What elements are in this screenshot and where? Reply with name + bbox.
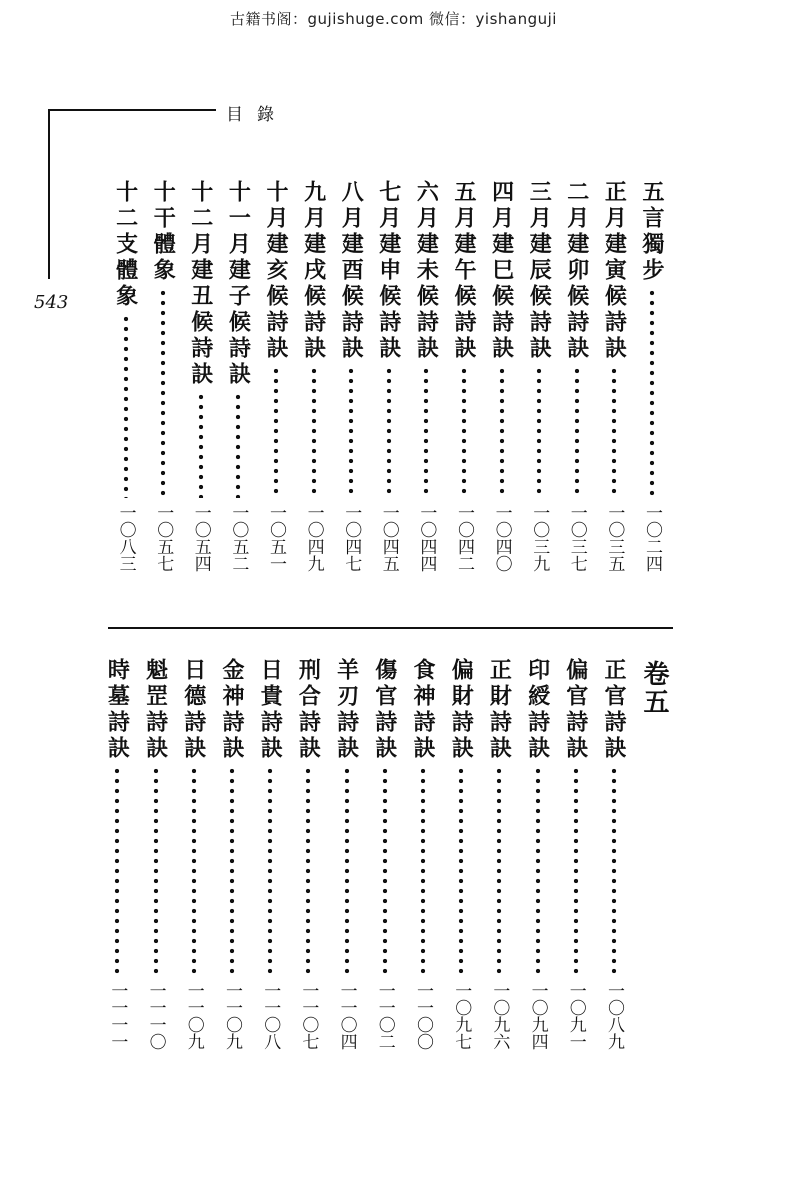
toc-entry-page: 一一一一 xyxy=(107,982,128,1050)
toc-entry xyxy=(185,180,217,572)
toc-entry-leader-dots xyxy=(536,366,542,498)
header-title: 目錄 xyxy=(226,105,288,125)
toc-entry-title: 刑合詩訣 xyxy=(295,658,322,762)
section-divider xyxy=(108,627,673,629)
toc-entry xyxy=(140,658,172,1050)
toc-entry xyxy=(369,658,401,1050)
toc-entry xyxy=(335,180,367,572)
toc-entry-page: 一〇九六 xyxy=(489,982,510,1050)
toc-entry-leader-dots xyxy=(458,766,464,976)
toc-entry-leader-dots xyxy=(574,366,580,498)
toc-entry-title: 十干體象 xyxy=(150,180,177,284)
toc-entry-title: 印綬詩訣 xyxy=(524,658,551,762)
toc-entry-title: 十月建亥候詩訣 xyxy=(263,180,289,362)
toc-entry xyxy=(110,180,142,572)
toc-entry-title: 二月建卯候詩訣 xyxy=(563,180,590,362)
toc-entry-page: 一〇九四 xyxy=(527,982,548,1050)
toc-entry-leader-dots xyxy=(344,766,350,976)
toc-entry-page: 一〇四九 xyxy=(303,504,324,572)
toc-entry-page: 一〇四二 xyxy=(454,504,474,572)
toc-entry-page: 一〇四七 xyxy=(341,504,362,572)
toc-entry xyxy=(222,180,254,572)
toc-entry xyxy=(598,180,630,572)
toc-entry-page: 一〇四五 xyxy=(378,504,399,572)
toc-entry-page: 一〇三九 xyxy=(529,504,550,572)
toc-entry-leader-dots xyxy=(649,288,655,498)
toc-entry-leader-dots xyxy=(273,366,279,498)
toc-entry-title: 羊刃詩訣 xyxy=(333,658,360,762)
toc-entry-page: 一一〇二 xyxy=(374,982,395,1050)
toc-entry-leader-dots xyxy=(348,366,354,498)
toc-entry-leader-dots xyxy=(311,366,317,498)
toc-entry-page: 一〇五二 xyxy=(228,504,249,572)
toc-entry xyxy=(522,658,554,1050)
toc-entry-page: 一〇三七 xyxy=(566,504,587,572)
toc-entry-leader-dots xyxy=(191,766,197,976)
toc-entry xyxy=(407,658,439,1050)
toc-entry-title: 六月建未候詩訣 xyxy=(413,180,440,362)
toc-entry-page: 一〇三五 xyxy=(604,504,625,572)
toc-entry-page: 一一〇九 xyxy=(222,982,242,1050)
toc-entry-page: 一一〇七 xyxy=(298,982,319,1050)
toc-entry-leader-dots xyxy=(160,288,166,498)
toc-entry-title: 四月建巳候詩訣 xyxy=(488,180,515,362)
watermark-text: 古籍书阁：gujishuge.com 微信：yishanguji xyxy=(230,10,557,28)
toc-entry-page: 一〇五一 xyxy=(266,504,286,572)
toc-entry xyxy=(147,180,179,572)
toc-entry-title: 三月建辰候詩訣 xyxy=(526,180,553,362)
toc-entry-leader-dots xyxy=(198,392,204,498)
toc-entry-page: 一〇五七 xyxy=(153,504,174,572)
toc-entry-title: 五月建午候詩訣 xyxy=(451,180,477,362)
toc-entry-title: 十二支體象 xyxy=(112,180,139,310)
toc-entry xyxy=(448,180,480,572)
toc-entry-page: 一〇二四 xyxy=(642,504,662,572)
toc-entry xyxy=(598,658,630,1050)
toc-entry-title: 七月建申候詩訣 xyxy=(375,180,402,362)
toc-entry xyxy=(410,180,442,572)
toc-entry xyxy=(298,180,330,572)
toc-entry-leader-dots xyxy=(420,766,426,976)
toc-entry-page: 一〇四〇 xyxy=(491,504,512,572)
section-heading: 卷五 xyxy=(639,660,669,716)
toc-entry-leader-dots xyxy=(535,766,541,976)
toc-entry-page: 一一一〇 xyxy=(145,982,166,1050)
toc-entry-title: 日貴詩訣 xyxy=(257,658,284,762)
toc-entry-leader-dots xyxy=(611,766,617,976)
toc-entry-page: 一〇八九 xyxy=(604,982,624,1050)
toc-entry xyxy=(216,658,248,1050)
toc-entry-title: 魁罡詩訣 xyxy=(142,658,169,762)
toc-entry xyxy=(331,658,363,1050)
toc-entry-leader-dots xyxy=(123,314,129,498)
toc-entry xyxy=(445,658,477,1050)
toc-entry-page: 一一〇八 xyxy=(260,982,281,1050)
toc-entry-leader-dots xyxy=(267,766,273,976)
toc-entry-page: 一〇九七 xyxy=(451,982,472,1050)
toc-entry-leader-dots xyxy=(305,766,311,976)
toc-entry-page: 一一〇九 xyxy=(183,982,204,1050)
toc-entry-title: 偏財詩訣 xyxy=(448,658,475,762)
toc-entry-leader-dots xyxy=(496,766,502,976)
toc-entry xyxy=(178,658,210,1050)
toc-entry-title: 正財詩訣 xyxy=(486,658,513,762)
toc-entry xyxy=(292,658,324,1050)
toc-entry xyxy=(101,658,133,1050)
toc-entry-leader-dots xyxy=(235,392,241,498)
toc-entry xyxy=(260,180,292,572)
toc-entry-page: 一〇四四 xyxy=(416,504,437,572)
toc-entry-leader-dots xyxy=(382,766,388,976)
toc-entry-title: 時墓詩訣 xyxy=(104,658,131,762)
toc-entry-leader-dots xyxy=(611,366,617,498)
toc-entry-title: 十二月建丑候詩訣 xyxy=(187,180,214,388)
toc-entry-leader-dots xyxy=(386,366,392,498)
toc-entry-page: 一〇五四 xyxy=(190,504,211,572)
toc-entry xyxy=(636,180,668,572)
toc-entry-title: 正月建寅候詩訣 xyxy=(601,180,628,362)
toc-entry-leader-dots xyxy=(114,766,120,976)
toc-entry xyxy=(254,658,286,1050)
toc-entry xyxy=(560,658,592,1050)
toc-entry-leader-dots xyxy=(461,366,467,498)
toc-entry xyxy=(483,658,515,1050)
header-rule-horizontal xyxy=(48,109,216,111)
header-rule-vertical xyxy=(48,109,50,279)
toc-entry-title: 偏官詩訣 xyxy=(562,658,589,762)
toc-entry-page: 一一〇四 xyxy=(336,982,357,1050)
toc-entry-leader-dots xyxy=(423,366,429,498)
toc-entry-page: 一〇九一 xyxy=(565,982,586,1050)
toc-entry xyxy=(561,180,593,572)
toc-entry-leader-dots xyxy=(153,766,159,976)
toc-entry xyxy=(373,180,405,572)
toc-entry-title: 十一月建子候詩訣 xyxy=(225,180,252,388)
toc-entry-leader-dots xyxy=(499,366,505,498)
toc-entry xyxy=(523,180,555,572)
toc-entry-title: 正官詩訣 xyxy=(601,658,627,762)
toc-entry-title: 傷官詩訣 xyxy=(371,658,398,762)
toc-entry-page: 一一〇〇 xyxy=(413,982,433,1050)
toc-entry-leader-dots xyxy=(573,766,579,976)
toc-entry-title: 九月建戌候詩訣 xyxy=(300,180,327,362)
toc-entry-title: 日德詩訣 xyxy=(180,658,207,762)
toc-entry xyxy=(486,180,518,572)
page-number: 543 xyxy=(34,292,69,313)
toc-entry-title: 食神詩訣 xyxy=(410,658,436,762)
toc-entry-title: 五言獨步 xyxy=(639,180,665,284)
toc-entry-title: 金神詩訣 xyxy=(219,658,245,762)
toc-entry-page: 一〇八三 xyxy=(115,504,136,572)
toc-entry-leader-dots xyxy=(229,766,235,976)
toc-entry-title: 八月建酉候詩訣 xyxy=(338,180,365,362)
